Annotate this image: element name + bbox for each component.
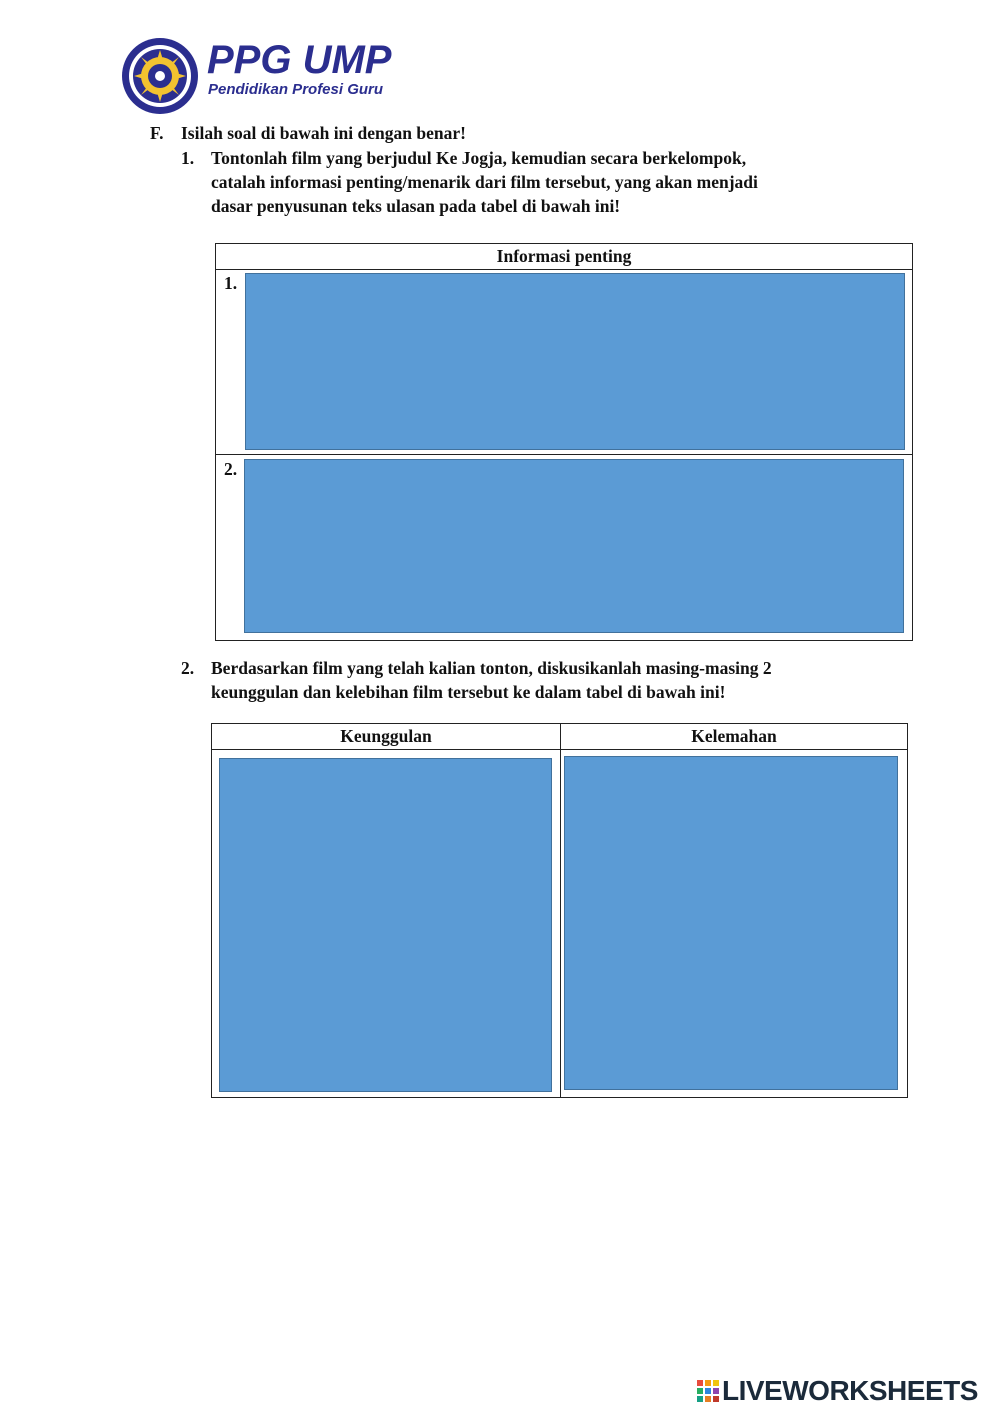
table-column-divider (560, 724, 561, 1097)
section-letter: F. (150, 123, 164, 143)
section-instruction: Isilah soal di bawah ini dengan benar! (181, 123, 466, 143)
header-kelemahan: Kelemahan (691, 726, 777, 746)
info-row-1-number: 1. (224, 273, 238, 293)
footer-brand: LIVEWORKSHEETS (722, 1375, 978, 1406)
question-2-line-1: Berdasarkan film yang telah kalian tonton, diskusikanlah masing-masing 2 (211, 658, 772, 678)
table-divider (216, 269, 912, 270)
header-keunggulan: Keunggulan (340, 726, 432, 746)
info-table-header: Informasi penting (496, 246, 632, 266)
question-2-line-2: keunggulan dan kelebihan film tersebut ke dalam tabel di bawah ini! (211, 682, 726, 702)
answer-box-info-1[interactable] (245, 273, 905, 450)
liveworksheets-logo-icon (697, 1380, 719, 1402)
answer-box-keunggulan[interactable] (219, 758, 552, 1092)
answer-box-info-2[interactable] (244, 459, 904, 633)
table-divider (216, 454, 912, 455)
brand-subtitle: Pendidikan Profesi Guru (208, 81, 384, 98)
question-2-number: 2. (181, 658, 195, 678)
question-1-line-2: catalah informasi penting/menarik dari film tersebut, yang akan menjadi (211, 172, 758, 192)
question-1-number: 1. (181, 148, 195, 168)
question-1-line-3: dasar penyusunan teks ulasan pada tabel di bawah ini! (211, 196, 621, 216)
question-1-line-1: Tontonlah film yang berjudul Ke Jogja, kemudian secara berkelompok, (211, 148, 747, 168)
university-seal-icon (120, 36, 200, 116)
brand-title: PPG UMP (207, 38, 392, 82)
answer-box-kelemahan[interactable] (564, 756, 898, 1090)
info-row-2-number: 2. (224, 459, 238, 479)
